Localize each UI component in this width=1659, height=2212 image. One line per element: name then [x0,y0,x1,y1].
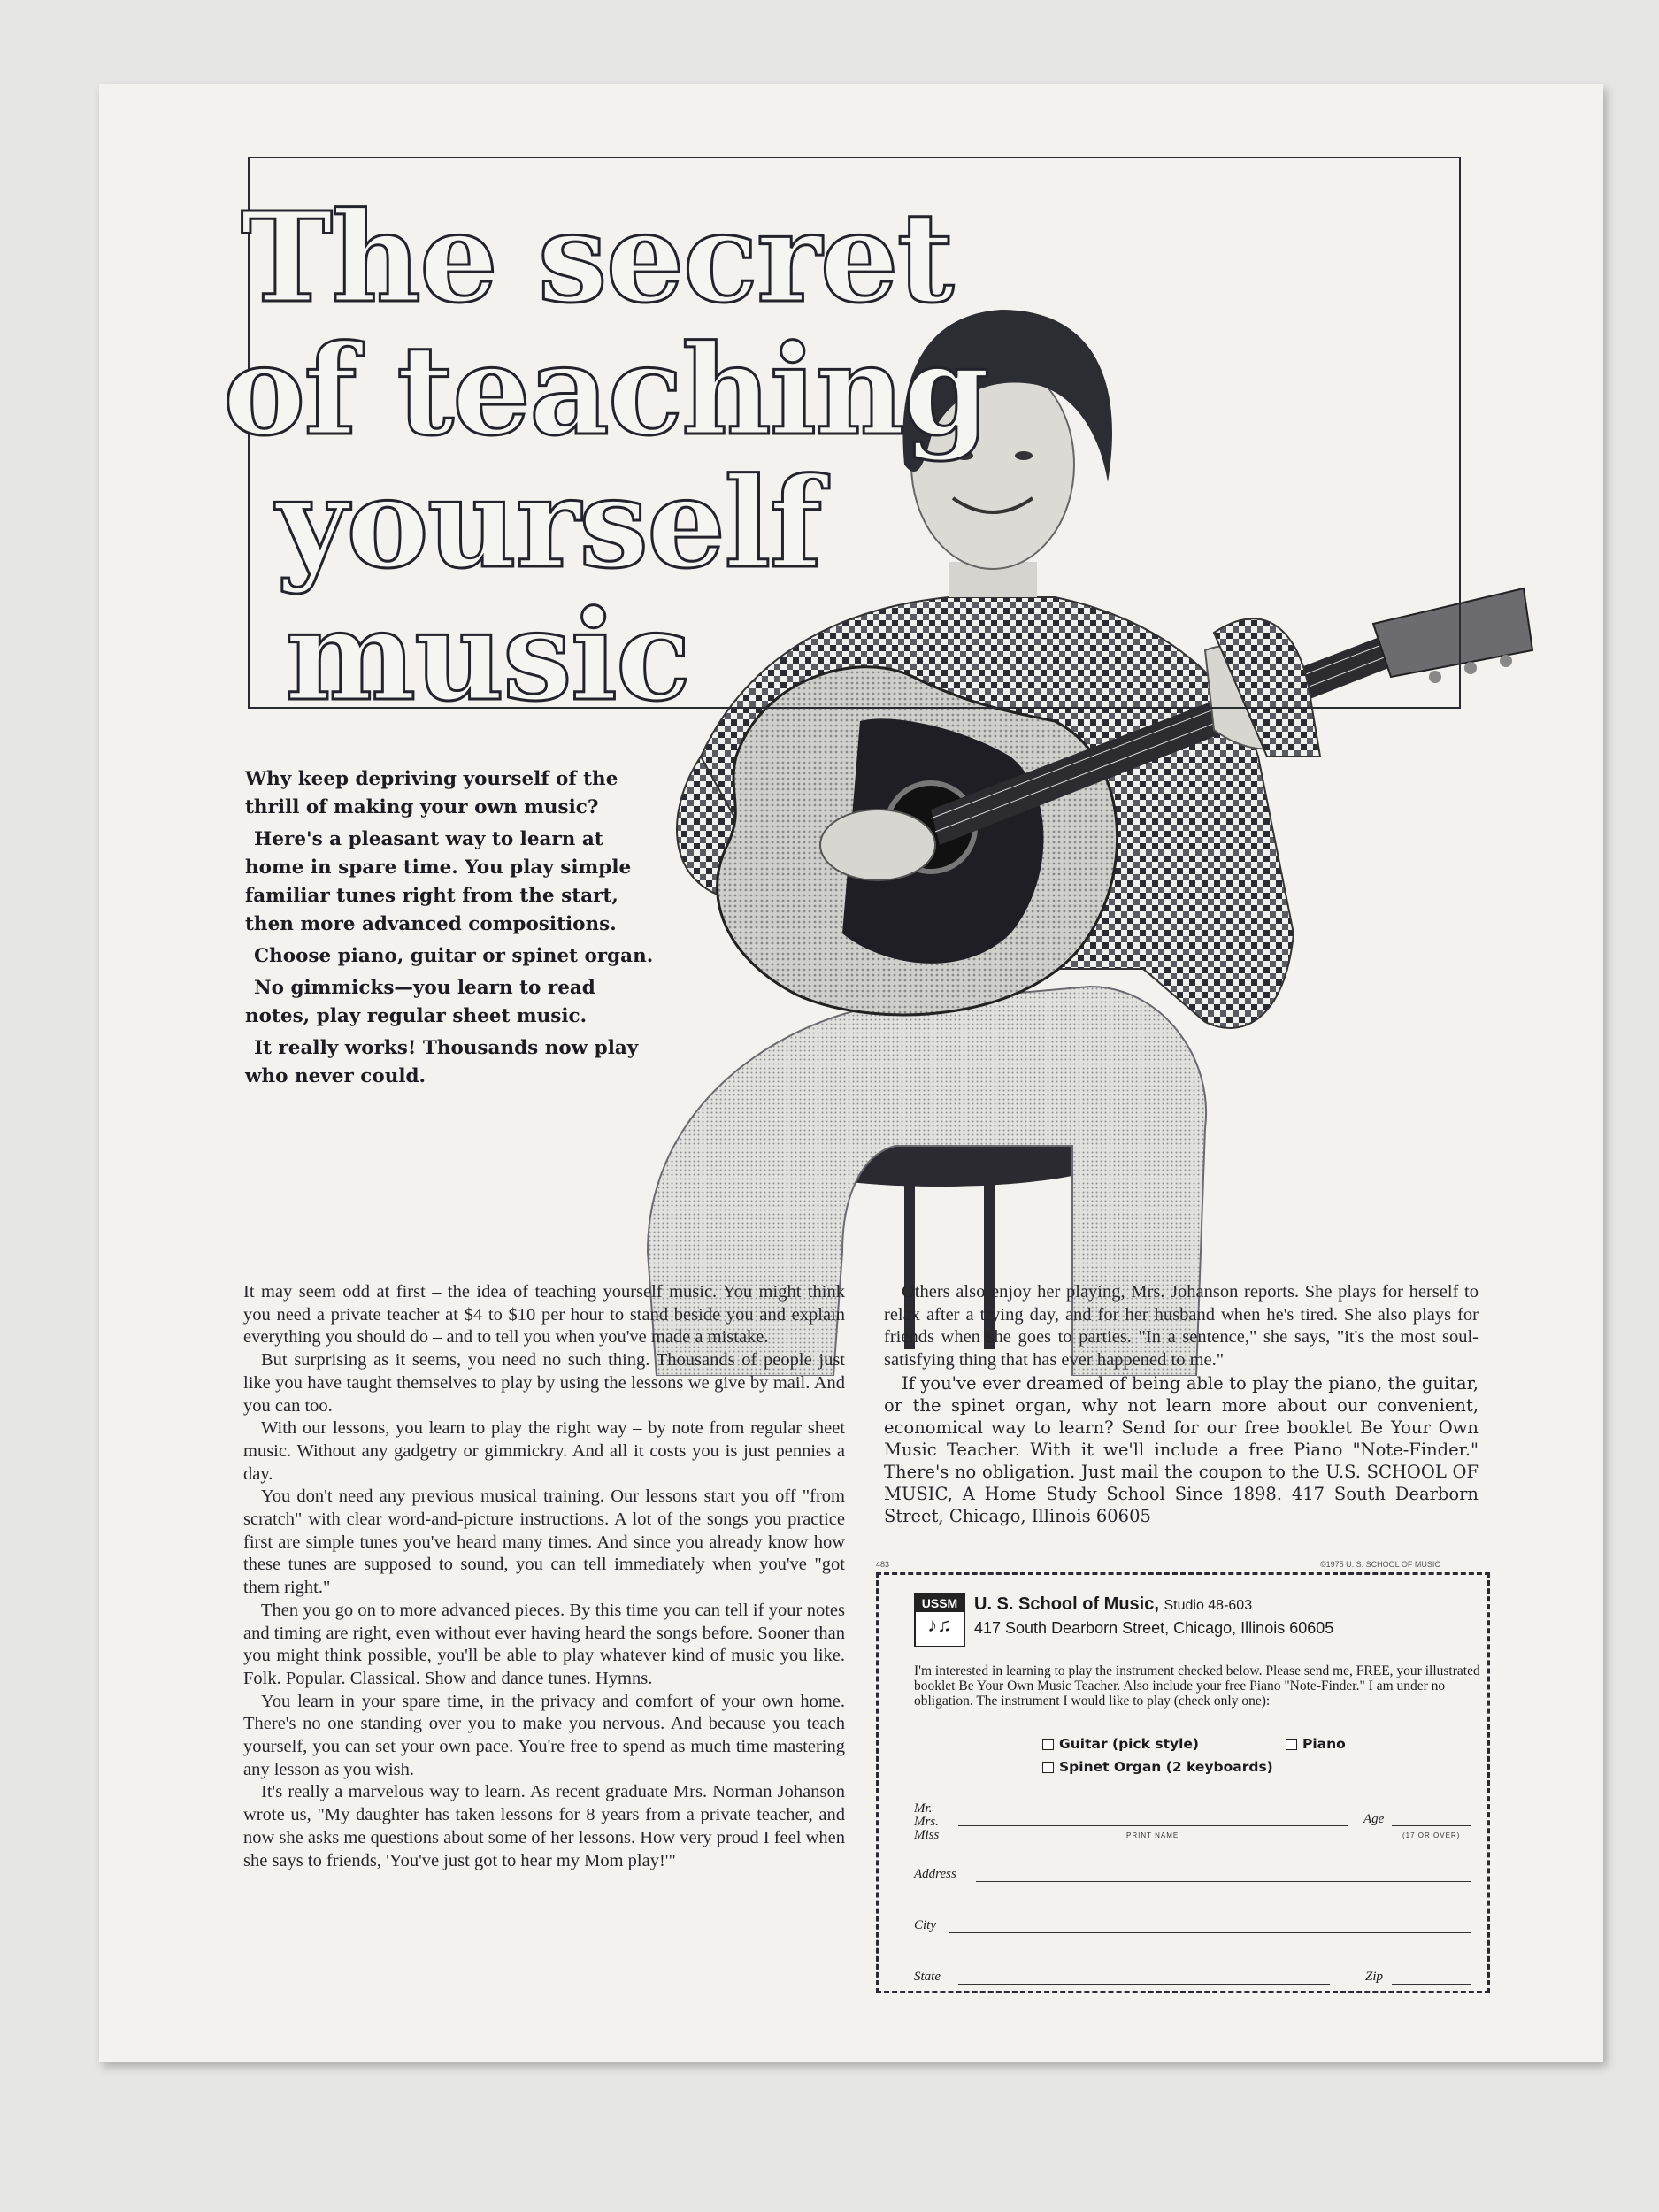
body-paragraph: You learn in your spare time, in the privacy and comfort of your own home. There's no one standing over you to make you nervous. And because you teach yourself, you can set your own pace. You're free to spend as much time mastering any lesson as you wish. [243,1691,845,1779]
body-paragraph: It may seem odd at first – the idea of teaching yourself music. You might think you need a private teacher at $4 to $10 per hour to stand beside you and explain everything you should do – and to tell you when you've made a mistake. [243,1282,845,1348]
copyright-notice: ©1975 U. S. SCHOOL OF MUSIC [1320,1560,1440,1569]
label-state: State [914,1970,941,1984]
headline-line-3: yourself [276,451,821,596]
organ-checkbox[interactable] [1042,1762,1054,1773]
intro-paragraph: No gimmicks—you learn to read notes, play regular sheet music. [245,977,595,1027]
label-miss: Miss [914,1828,940,1842]
print-name-caption: PRINT NAME [1126,1832,1179,1839]
zip-field[interactable] [1392,1984,1471,1985]
school-name [974,1594,1252,1615]
body-paragraph: Then you go on to more advanced pieces. By this time you can tell if your notes and timing are right, even without ever having heard the songs before. Sooner than you might think possible, you'll be able to play whatever kind of music you like. Folk. Popular. Classical. Show and dance tunes. Hymns. [243,1600,845,1688]
option-guitar-label: Guitar (pick style) [1059,1736,1200,1752]
body-paragraph: With our lessons, you learn to play the right way – by note from regular sheet music. Without any gadgetry or gimmickry. And all it costs you is just pennies a day. [243,1418,845,1484]
city-field[interactable] [949,1932,1471,1933]
piano-checkbox[interactable] [1286,1739,1297,1750]
mail-in-coupon [876,1572,1490,1993]
label-city: City [914,1918,936,1932]
logo-text: USSM [916,1594,964,1612]
call-to-action: If you've ever dreamed of being able to play the piano, the guitar, or the spinet organ, why not learn more about our convenient, economical way to learn? Send for our free booklet Be Your Own Music Teacher. With it we'll include a free Piano "Note-Finder." There's no obligation. Just mail the coupon to the U.S. SCHOOL OF MUSIC, A Home Study School Since 1898. 417 South Dearborn Street, Chicago, Illinois 60605 [884,1372,1479,1526]
body-column-left [243,1281,845,1872]
label-age: Age [1363,1812,1385,1826]
age-caption: (17 OR OVER) [1402,1832,1461,1839]
option-piano-label: Piano [1302,1736,1346,1752]
option-guitar[interactable] [1042,1736,1199,1752]
intro-paragraph: It really works! Thousands now play who never could. [245,1037,639,1087]
intro-paragraph: Here's a pleasant way to learn at home in spare time. You play simple familiar tunes right from the start, then more advanced compositions. [245,828,632,935]
name-field[interactable] [958,1825,1348,1826]
intro-copy [245,765,661,1094]
option-organ-label: Spinet Organ (2 keyboards) [1059,1759,1273,1775]
label-zip: Zip [1365,1970,1384,1984]
school-name-text: U. S. School of Music, [974,1594,1159,1614]
body-paragraph: It's really a marvelous way to learn. As recent graduate Mrs. Norman Johanson wrote us, "My daughter has taken lessons for 8 years from a private teacher, and now she asks me questions about some of her lessons. How very proud I feel when she says to friends, 'You've just got to hear my Mom play!'" [243,1782,845,1870]
option-piano[interactable] [1286,1736,1346,1752]
body-paragraph: Others also enjoy her playing, Mrs. Johanson reports. She plays for herself to relax after a trying day, and for her husband when he's tired. She also plays for friends when she goes to parties. "In a sentence," she says, "it's the most soul-satisfying thing that has ever happened to me." [884,1282,1479,1371]
label-address: Address [914,1867,956,1881]
headline-line-4: music [285,584,690,729]
coupon-request-text: I'm interested in learning to play the instrument checked below. Please send me, FREE, your illustrated booklet Be Your Own Music Teacher. Also include your free Piano "Note-Finder." I am under no obligation. The instrument I would like to play (check only one): [914,1663,1480,1709]
headline-line-2: of teaching [223,319,988,464]
body-column-right [884,1281,1479,1527]
age-field[interactable] [1392,1825,1471,1826]
studio-number: Studio 48-603 [1164,1598,1253,1613]
label-mr: Mr. [914,1801,933,1816]
intro-paragraph: Choose piano, guitar or spinet organ. [254,945,654,967]
label-mrs: Mrs. [914,1815,939,1829]
ussm-logo [914,1593,965,1647]
magazine-page [99,84,1603,2062]
option-spinet-organ[interactable] [1042,1759,1273,1775]
guitar-checkbox[interactable] [1042,1739,1054,1750]
music-note-icon: ♪♫ [927,1614,952,1636]
headline [223,186,1019,729]
body-paragraph: You don't need any previous musical training. Our lessons start you off "from scratch" with clear word-and-picture instructions. A lot of the songs you practice first are simple tunes you've heard many times. And since you already know how these tunes are supposed to sound, you can tell immediately when you've "got them right." [243,1486,845,1598]
address-field[interactable] [976,1881,1471,1882]
headline-line-1: The secret [241,186,953,331]
school-address: 417 South Dearborn Street, Chicago, Illinois 60605 [974,1619,1334,1637]
state-field[interactable] [958,1984,1330,1985]
ad-code: 483 [876,1560,890,1569]
body-paragraph: But surprising as it seems, you need no such thing. Thousands of people just like you have taught themselves to play by using the lessons we give by mail. And you can too. [243,1350,845,1416]
intro-paragraph: Why keep depriving yourself of the thrill of making your own music? [245,768,618,818]
